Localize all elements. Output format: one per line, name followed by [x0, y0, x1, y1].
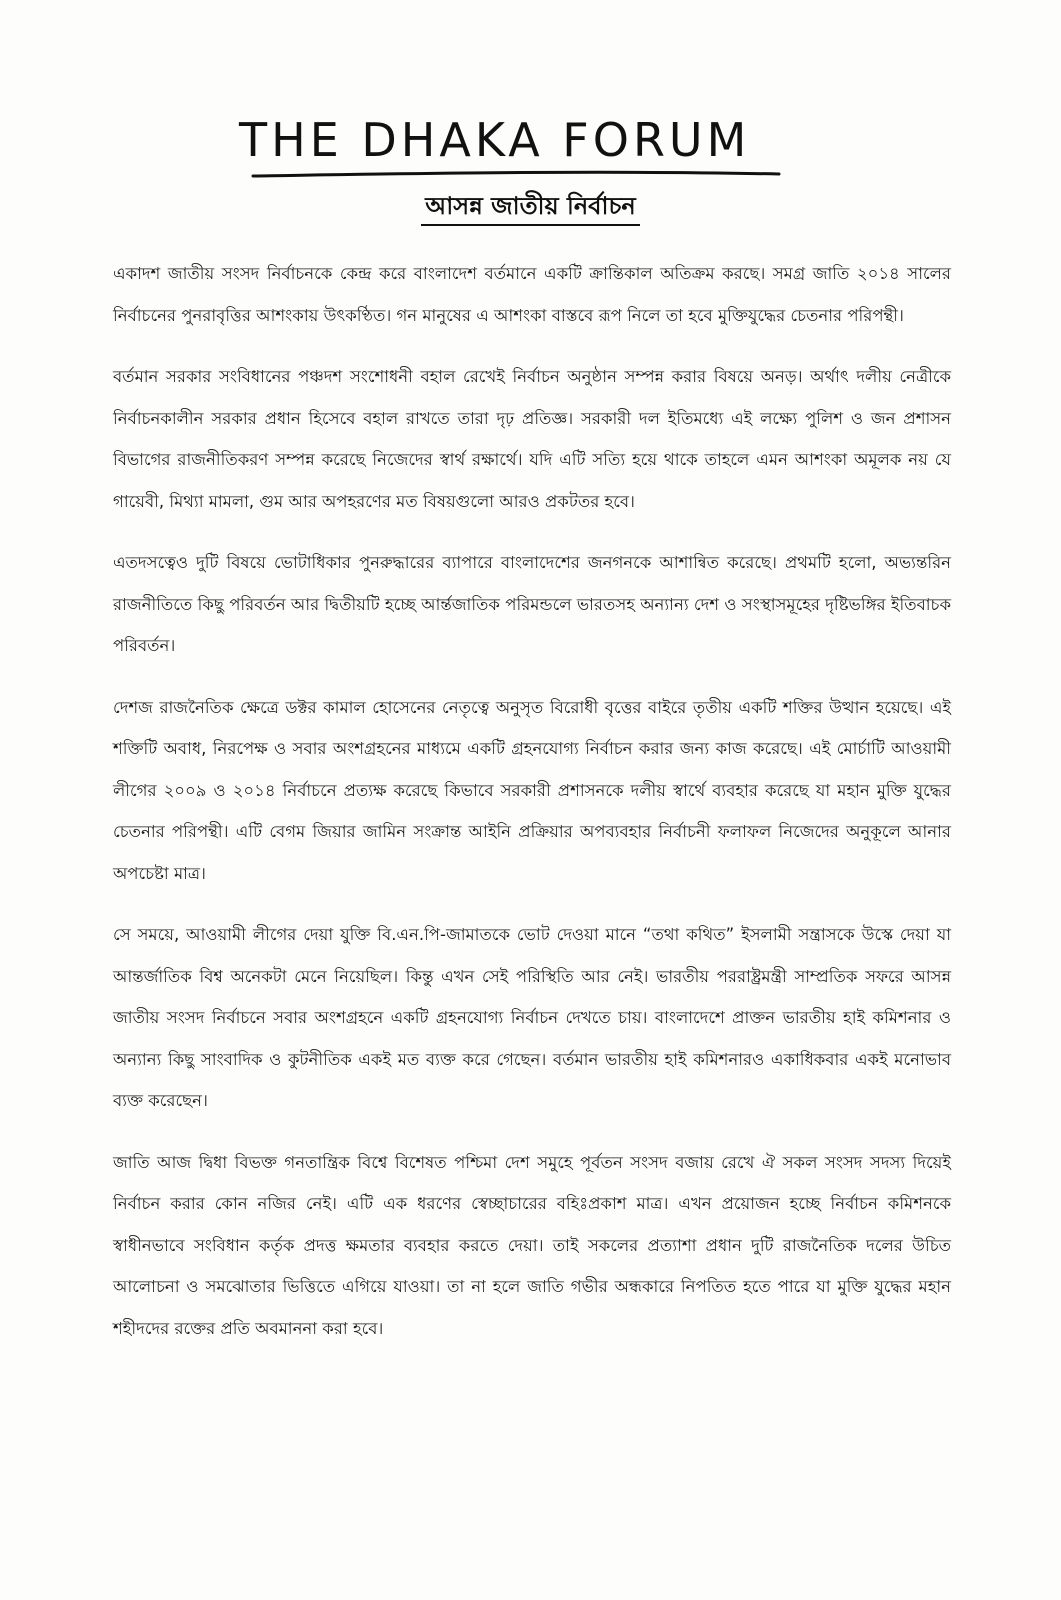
- document-subtitle: [0, 188, 1061, 228]
- paragraph-6: জাতি আজ দ্বিধা বিভক্ত গনতান্ত্রিক বিশ্বে বিশেষত পশ্চিমা দেশ সমুহে পূর্বতন সংসদ বজায় রেখে ঐ সকল সংসদ সদস্য দিয়েই নির্বাচন করার কোন নজির নেই। এটি এক ধরণের স্বেচ্ছাচারের বহিঃপ্রকাশ মাত্র। এখন প্রয়োজন হচ্ছে নির্বাচন কমিশনকে স্বাধীনভাবে সংবিধান কর্তৃক প্রদত্ত ক্ষমতার ব্যবহার করতে দেয়া। তাই সকলের প্রত্যাশা প্রধান দুটি রাজনৈতিক দলের উচিত আলোচনা ও সমঝোতার ভিত্তিতে এগিয়ে যাওয়া। তা না হলে জাতি গভীর অন্ধকারে নিপতিত হতে পারে যা মুক্তি যুদ্ধের মহান শহীদদের রক্তের প্রতি অবমাননা করা হবে।: [113, 1152, 951, 1338]
- logo-graphic: [235, 112, 795, 182]
- paragraph-4: দেশজ রাজনৈতিক ক্ষেত্রে ডক্টর কামাল হোসেনের নেতৃত্বে অনুসৃত বিরোধী বৃত্তের বাইরে তৃতীয় একটি শক্তির উত্থান হয়েছে। এই শক্তিটি অবাধ, নিরপেক্ষ ও সবার অংশগ্রহনের মাধ্যমে একটি গ্রহনযোগ্য নির্বাচন করার জন্য কাজ করেছে। এই মোর্চাটি আওয়ামী লীগের ২০০৯ ও ২০১৪ নির্বাচনে প্রত্যক্ষ করেছে কিভাবে সরকারী প্রশাসনকে দলীয় স্বার্থে ব্যবহার করেছে যা মহান মুক্তি যুদ্ধের চেতনার পরিপন্থী। এটি বেগম জিয়ার জামিন সংক্রান্ত আইনি প্রক্রিয়ার অপব্যবহার নির্বাচনী ফলাফল নিজেদের অনুকূলে আনার অপচেষ্টা মাত্র।: [113, 697, 951, 883]
- logo-title: THE DHAKA FORUM: [239, 113, 751, 167]
- subtitle-text: আসন্ন জাতীয় নির্বাচন: [421, 192, 640, 226]
- paragraph-5: সে সময়ে, আওয়ামী লীগের দেয়া যুক্তি বি.এন.পি-জামাতকে ভোট দেওয়া মানে “তথা কথিত” ইসলামী সন্ত্রাসকে উস্কে দেয়া যা আন্তর্জাতিক বিশ্ব অনেকটা মেনে নিয়েছিল। কিন্তু এখন সেই পরিস্থিতি আর নেই। ভারতীয় পররাষ্ট্রমন্ত্রী সাম্প্রতিক সফরে আসন্ন জাতীয় সংসদ নির্বাচনে সবার অংশগ্রহনে একটি গ্রহনযোগ্য নির্বাচন দেখতে চায়। বাংলাদেশে প্রাক্তন ভারতীয় হাই কমিশনার ও অন্যান্য কিছু সাংবাদিক ও কুটনীতিক একই মত ব্যক্ত করে গেছেন। বর্তমান ভারতীয় হাই কমিশনারও একাধিকবার একই মনোভাব ব্যক্ত করেছেন।: [113, 925, 951, 1110]
- logo-underline: [253, 172, 779, 176]
- dhaka-forum-logo: [235, 112, 795, 172]
- paragraph-3: এতদসত্বেও দুটি বিষয়ে ভোটাধিকার পুনরুদ্ধারের ব্যাপারে বাংলাদেশের জনগনকে আশান্বিত করেছে। প্রথমটি হলো, অভ্যন্তরিন রাজনীতিতে কিছু পরিবর্তন আর দ্বিতীয়টি হচ্ছে আর্ন্তজাতিক পরিমন্ডলে ভারতসহ অন্যান্য দেশ ও সংস্থাসমূহের দৃষ্টিভঙ্গির ইতিবাচক পরিবর্তন।: [113, 553, 951, 655]
- paragraph-1: একাদশ জাতীয় সংসদ নির্বাচনকে কেন্দ্র করে বাংলাদেশ বর্তমানে একটি ক্রান্তিকাল অতিক্রম করছে। সমগ্র জাতি ২০১৪ সালের নির্বাচনের পুনরাবৃত্তির আশংকায় উৎকণ্ঠিত। গন মানুষের এ আশংকা বাস্তবে রূপ নিলে তা হবে মুক্তিযুদ্ধের চেতনার পরিপন্থী।: [113, 264, 951, 325]
- paragraph-2: বর্তমান সরকার সংবিধানের পঞ্চদশ সংশোধনী বহাল রেখেই নির্বাচন অনুষ্ঠান সম্পন্ন করার বিষয়ে অনড়। অর্থাৎ দলীয় নেত্রীকে নির্বাচনকালীন সরকার প্রধান হিসেবে বহাল রাখতে তারা দৃঢ় প্রতিজ্ঞ। সরকারী দল ইতিমধ্যে এই লক্ষ্যে পুলিশ ও জন প্রশাসন বিভাগের রাজনীতিকরণ সম্পন্ন করেছে নিজেদের স্বার্থ রক্ষার্থে। যদি এটি সত্যি হয়ে থাকে তাহলে এমন আশংকা অমূলক নয় যে গায়েবী, মিথ্যা মামলা, গুম আর অপহরণের মত বিষয়গুলো আরও প্রকটতর হবে।: [113, 367, 951, 511]
- article-body: [113, 253, 951, 1369]
